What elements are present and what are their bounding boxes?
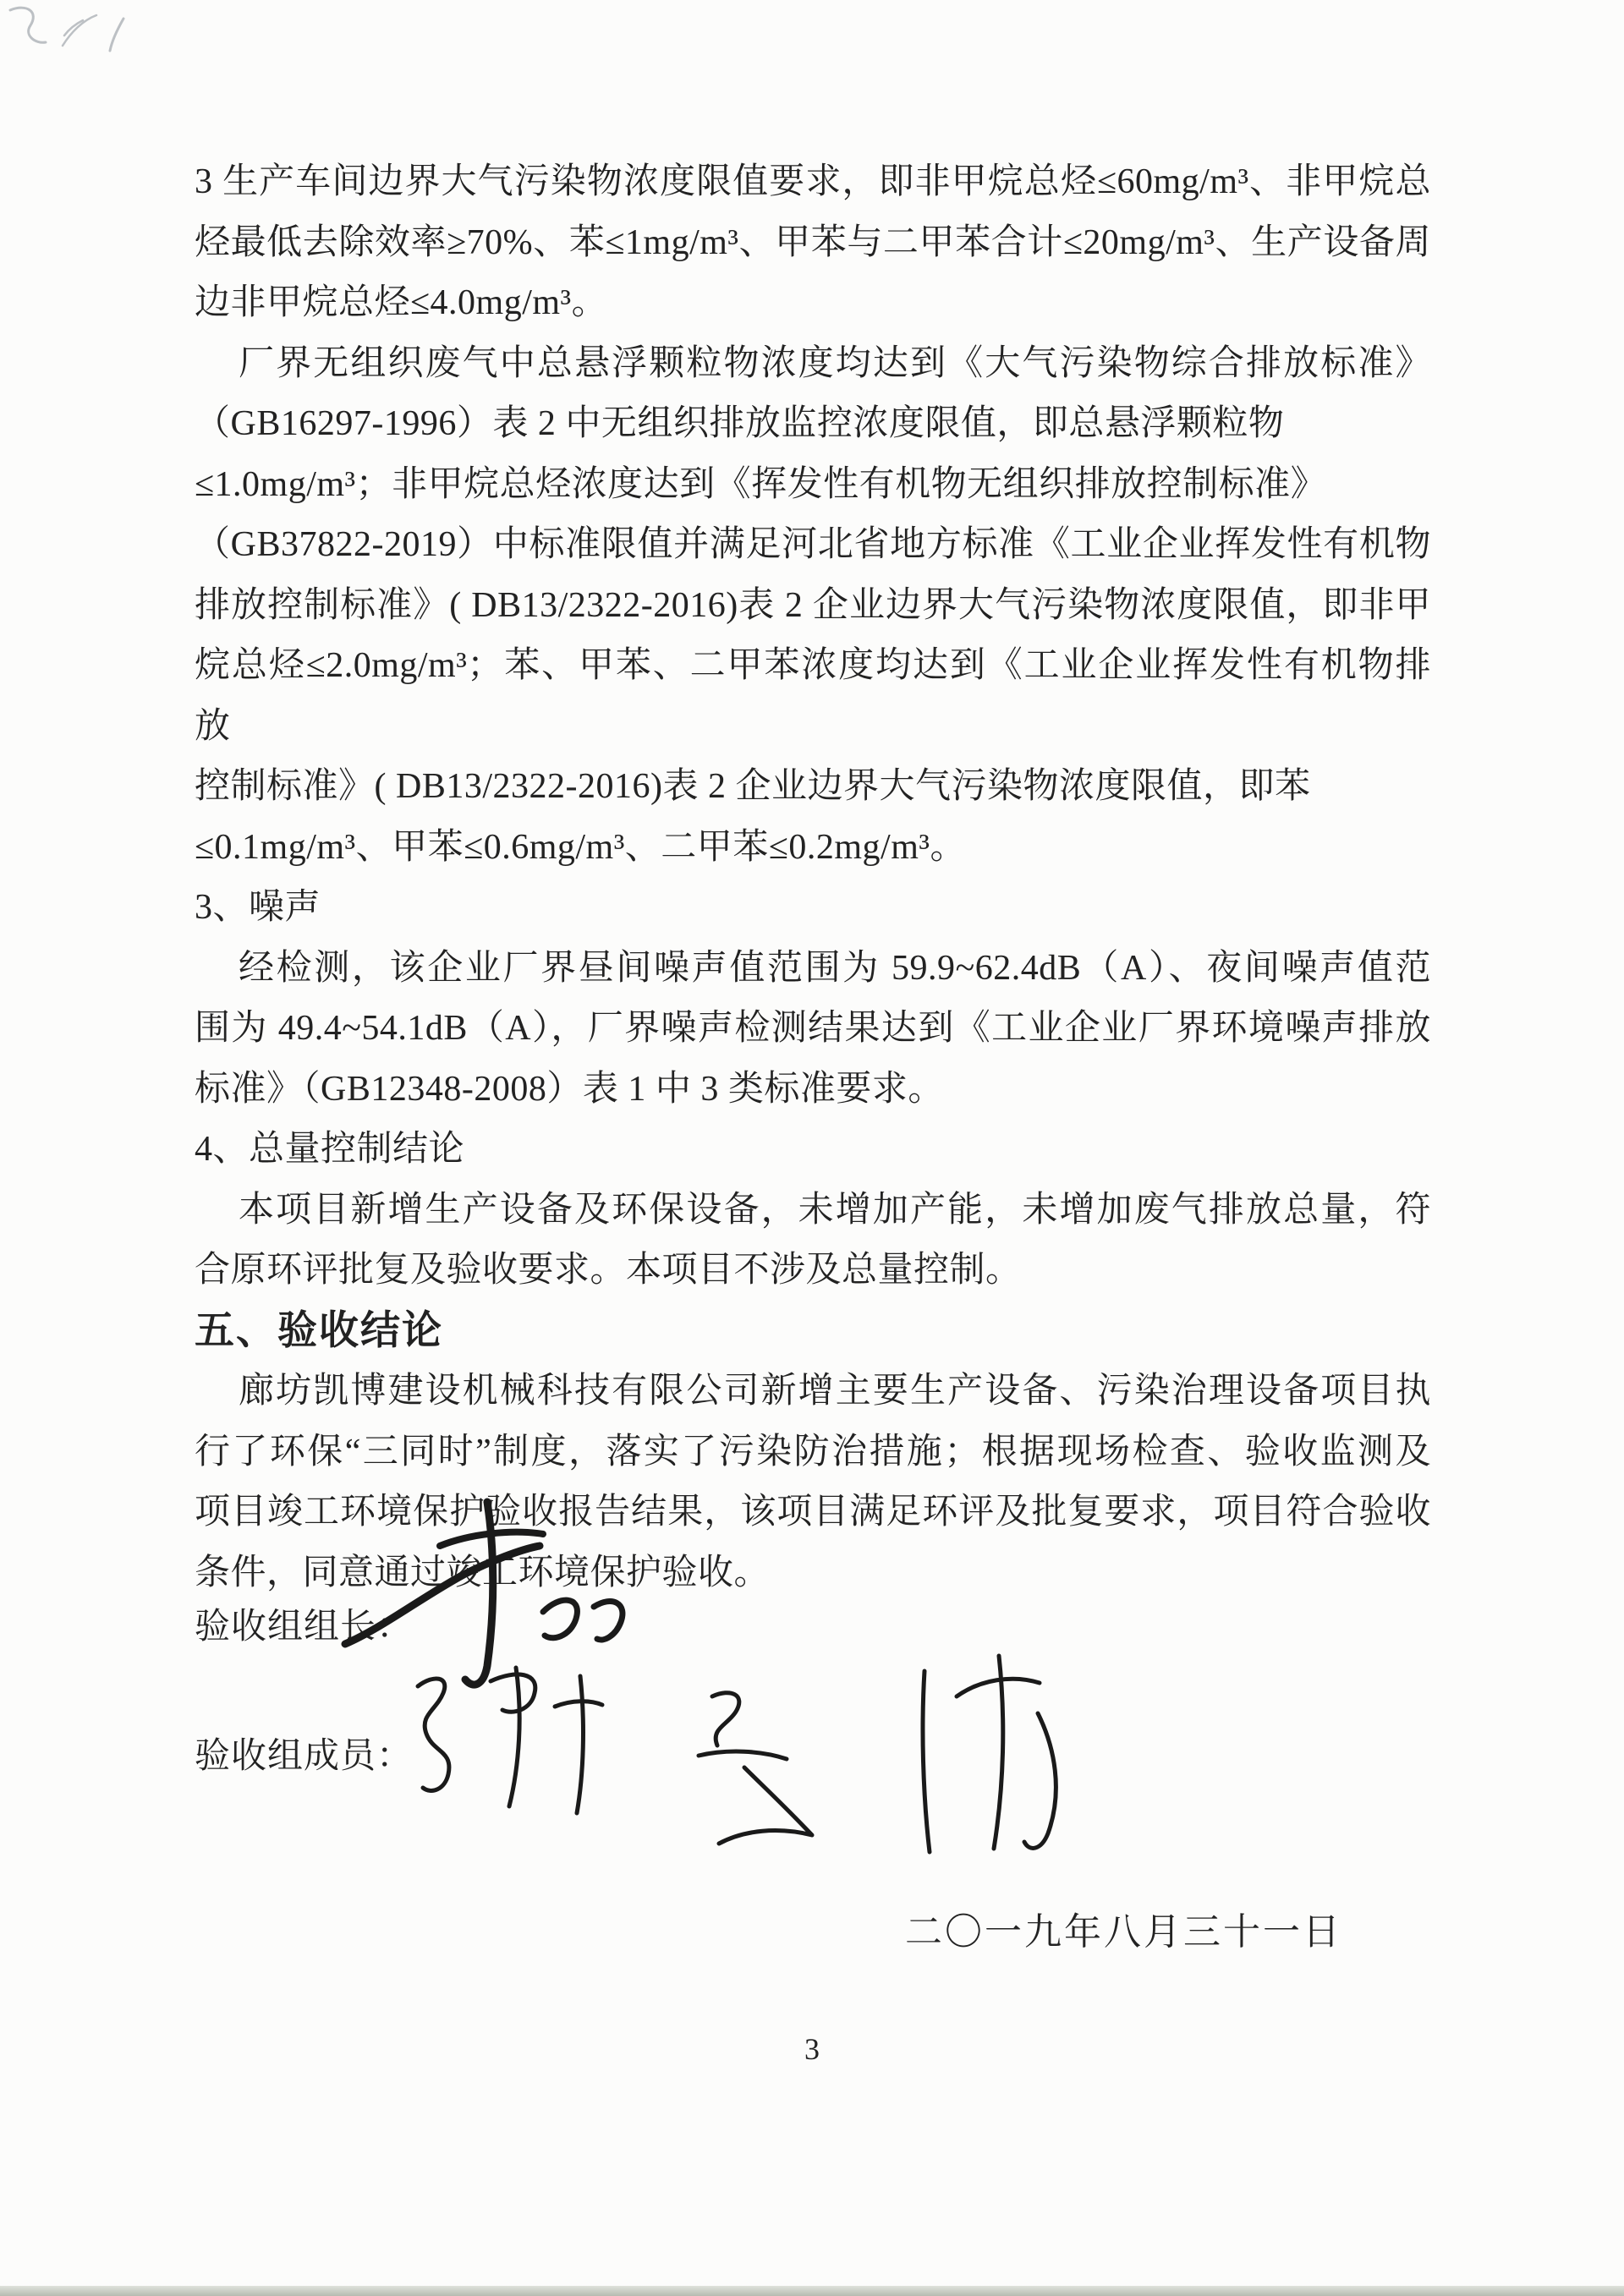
body-line: 条件，同意通过竣工环境保护验收。 xyxy=(195,1553,771,1592)
body-line: 行了环保“三同时”制度，落实了污染防治措施；根据现场检查、验收监测及 xyxy=(195,1432,1431,1471)
body-line: 边非甲烷总烃≤4.0mg/m³。 xyxy=(195,283,608,322)
body-line: 排放控制标准》( DB13/2322-2016)表 2 企业边界大气污染物浓度限值，即非甲 xyxy=(195,585,1431,625)
pencil-mark xyxy=(105,15,130,54)
body-line: 3 生产车间边界大气污染物浓度限值要求，即非甲烷总烃≤60mg/m³、非甲烷总 xyxy=(195,162,1431,201)
body-line: 项目竣工环境保护验收报告结果，该项目满足环评及批复要求，项目符合验收 xyxy=(195,1493,1431,1532)
body-line: 本项目新增生产设备及环保设备，未增加产能，未增加废气排放总量，符 xyxy=(239,1190,1431,1230)
body-line: （GB16297-1996）表 2 中无组织排放监控浓度限值，即总悬浮颗粒物 xyxy=(195,404,1285,443)
acceptance-team-leader-label: 验收组组长： xyxy=(195,1608,414,1647)
page-number: 3 xyxy=(804,2032,820,2066)
scan-edge-artifact xyxy=(0,2286,1624,2296)
acceptance-team-members-label: 验收组成员： xyxy=(195,1737,414,1776)
signature-member-2-handwriting xyxy=(668,1674,871,1856)
section-heading-noise: 3、噪声 xyxy=(195,888,321,927)
pencil-mark xyxy=(0,0,54,54)
signature-member-3-handwriting xyxy=(875,1642,1095,1866)
body-line: 烷总烃≤2.0mg/m³；苯、甲苯、二甲苯浓度均达到《工业企业挥发性有机物排放 xyxy=(195,646,1431,746)
signature-member-1-handwriting xyxy=(389,1656,643,1825)
body-line: 经检测，该企业厂界昼间噪声值范围为 59.9~62.4dB（A）、夜间噪声值范 xyxy=(239,948,1431,988)
body-line: 控制标准》( DB13/2322-2016)表 2 企业边界大气污染物浓度限值，即苯 xyxy=(195,767,1311,806)
body-line: （GB37822-2019）中标准限值并满足河北省地方标准《工业企业挥发性有机物 xyxy=(195,525,1431,564)
document-date: 二〇一九年八月三十一日 xyxy=(905,1911,1342,1953)
section-heading-acceptance-conclusion: 五、验收结论 xyxy=(195,1308,443,1353)
pencil-mark xyxy=(58,10,102,54)
body-line: 烃最低去除效率≥70%、苯≤1mg/m³、甲苯与二甲苯合计≤20mg/m³、生产设备周 xyxy=(195,222,1431,262)
body-line: 标准》（GB12348-2008）表 1 中 3 类标准要求。 xyxy=(195,1069,944,1109)
section-heading-total-control: 4、总量控制结论 xyxy=(195,1130,465,1169)
body-line: ≤1.0mg/m³；非甲烷总烃浓度达到《挥发性有机物无组织排放控制标准》 xyxy=(195,464,1327,504)
body-line: 廊坊凯博建设机械科技有限公司新增主要生产设备、污染治理设备项目执 xyxy=(239,1372,1431,1411)
body-line: ≤0.1mg/m³、甲苯≤0.6mg/m³、二甲苯≤0.2mg/m³。 xyxy=(195,827,966,867)
body-line: 合原环评批复及验收要求。本项目不涉及总量控制。 xyxy=(195,1251,1022,1290)
body-line: 围为 49.4~54.1dB（A），厂界噪声检测结果达到《工业企业厂界环境噪声排放 xyxy=(195,1009,1431,1048)
body-line: 厂界无组织废气中总悬浮颗粒物浓度均达到《大气污染物综合排放标准》 xyxy=(239,343,1431,383)
document-body xyxy=(195,152,1431,1603)
